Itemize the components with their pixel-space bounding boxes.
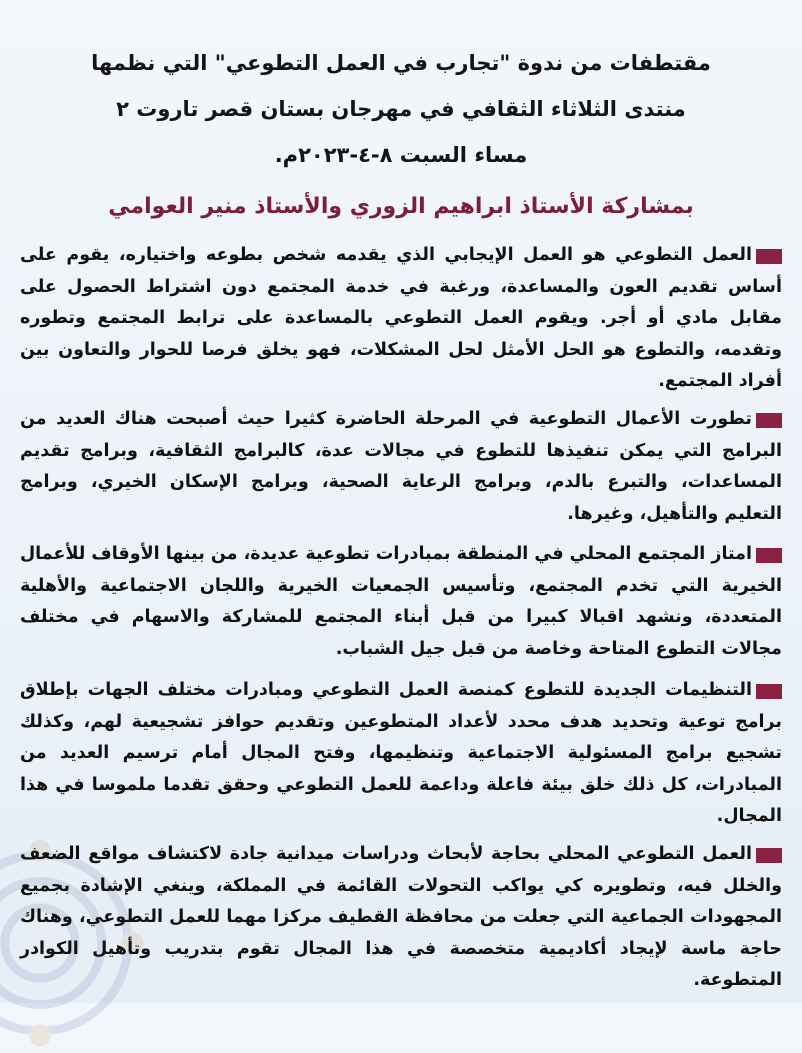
bullet-bar-icon (756, 249, 782, 264)
paragraph-2 (20, 404, 782, 530)
paragraph-text: التنظيمات الجديدة للتطوع كمنصة العمل التطوعي ومبادرات مختلف الجهات بإطلاق برامج توعية وتحديد هدف محدد لأعداد المتطوعين وتقديم حوافز تشجيعية لهم، وكذلك تشجيع برامج المسئولية الاجتماعية وتنظيمها، وفتح المجال أمام ترسيم العديد من المبادرات، كل ذلك خلق بيئة فاعلة وداعمة للعمل التطوعي وحقق تقدما ملموسا في هذا المجال. (20, 680, 782, 826)
title-line-2: منتدى الثلاثاء الثقافي في مهرجان بستان قصر تاروت ٢ (116, 97, 686, 121)
title-line-1: مقتطفات من ندوة "تجارب في العمل التطوعي" التي نظمها (91, 51, 711, 75)
bullet-bar-icon (756, 413, 782, 428)
title-line-3: مساء السبت ٨-٤-٢٠٢٣م. (274, 143, 528, 167)
paragraph-4 (20, 675, 782, 833)
paragraph-text: تطورت الأعمال التطوعية في المرحلة الحاضرة كثيرا حيث أصبحت هناك العديد من البرامج التي يمكن تنفيذها للتطوع في مجالات عدة، كالبرامج الثقافية، وبرامج تقديم المساعدات، والتبرع بالدم، وبرامج الرعاية الصحية، وبرامج الإسكان الخيري، وبرامج التعليم والتأهيل، وغيرها. (20, 409, 782, 524)
header (20, 40, 782, 230)
paragraph-text: العمل التطوعي المحلي بحاجة لأبحاث ودراسات ميدانية جادة لاكتشاف مواقع الضعف والخلل فيه، وتطويره كي يواكب التحولات القائمة في المملكة، وينغي الإشادة بجميع المجهودات الجماعية التي جعلت من محافظة القطيف مركزا مهما للعمل التطوعي، وهناك حاجة ماسة لإيجاد أكاديمية متخصصة في هذا المجال تقوم بتدريب وتأهيل الكوادر المتطوعة. (20, 844, 782, 990)
bullet-bar-icon (756, 684, 782, 699)
bullet-bar-icon (756, 548, 782, 563)
paragraph-3 (20, 539, 782, 665)
paragraph-1 (20, 240, 782, 398)
participants-line: بمشاركة الأستاذ ابراهيم الزوري والأستاذ منير العوامي (108, 194, 694, 219)
paragraph-text: امتاز المجتمع المحلي في المنطقة بمبادرات تطوعية عديدة، من بينها الأوقاف للأعمال الخيرية التي تخدم المجتمع، وتأسيس الجمعيات الخيرية واللجان الاجتماعية والأهلية المتعددة، ونشهد اقبالا كبيرا من قبل أبناء المجتمع للمشاركة والاسهام في مختلف مجالات التطوع المتاحة وخاصة من قبل جيل الشباب. (20, 544, 782, 659)
paragraph-text: العمل التطوعي هو العمل الإيجابي الذي يقدمه شخص بطوعه واختياره، يقوم على أساس تقديم العون والمساعدة، ورغبة في خدمة المجتمع دون اشتراط الحصول على مقابل مادي أو أجر. ويقوم العمل التطوعي بالمساعدة على ترابط المجتمع وتطوره وتقدمه، والتطوع هو الحل الأمثل لحل المشكلات، فهو يخلق فرصا للحوار والتعاون بين أفراد المجتمع. (20, 245, 782, 391)
paragraph-5 (20, 839, 782, 997)
bullet-bar-icon (756, 848, 782, 863)
